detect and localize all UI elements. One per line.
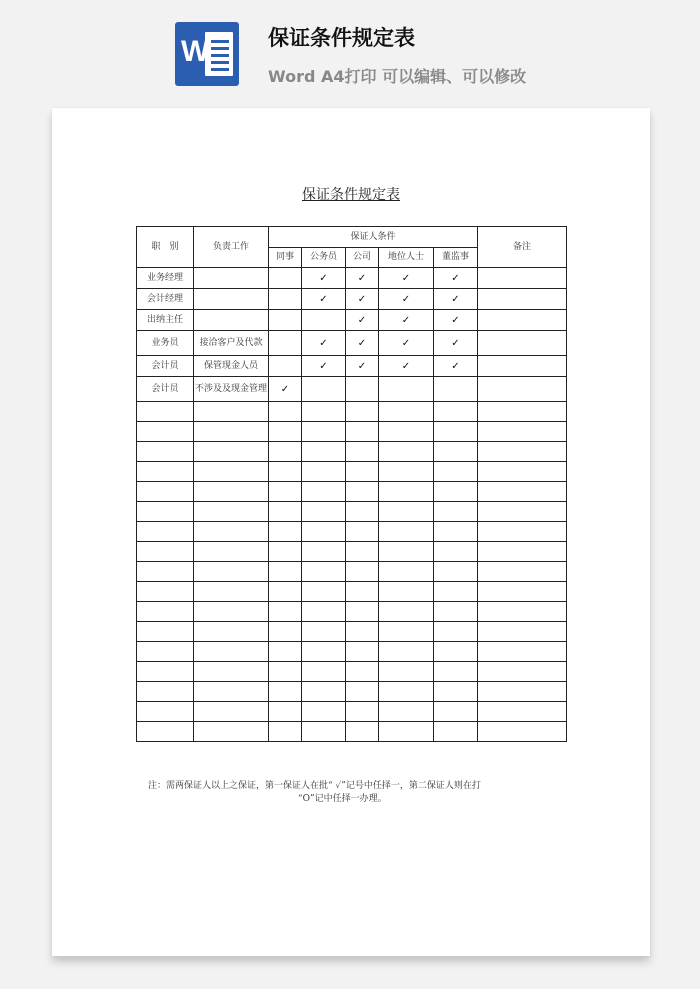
empty-cell[interactable] [194, 442, 269, 462]
job-cell[interactable]: 业务经理 [137, 268, 194, 289]
check-cell[interactable] [346, 377, 379, 402]
empty-cell[interactable] [346, 522, 379, 542]
empty-cell[interactable] [194, 502, 269, 522]
empty-cell[interactable] [434, 602, 478, 622]
empty-cell[interactable] [137, 562, 194, 582]
empty-cell[interactable] [379, 622, 434, 642]
empty-cell[interactable] [346, 602, 379, 622]
empty-cell[interactable] [302, 722, 346, 742]
page-subtitle: Word A4打印 可以编辑、可以修改 [268, 67, 527, 86]
empty-cell[interactable] [379, 402, 434, 422]
check-cell[interactable] [302, 310, 346, 331]
empty-cell[interactable] [379, 662, 434, 682]
empty-cell[interactable] [478, 502, 567, 522]
empty-cell[interactable] [137, 702, 194, 722]
empty-cell[interactable] [302, 522, 346, 542]
job-cell[interactable]: 会计员 [137, 356, 194, 377]
empty-cell[interactable] [194, 722, 269, 742]
table-row [137, 356, 567, 377]
duty-cell[interactable]: 不涉及及现金管理 [194, 377, 269, 402]
empty-cell[interactable] [269, 662, 302, 682]
check-cell[interactable]: ✓ [434, 268, 478, 289]
empty-cell[interactable] [478, 522, 567, 542]
empty-cell[interactable] [269, 462, 302, 482]
empty-cell[interactable] [434, 482, 478, 502]
empty-cell[interactable] [269, 482, 302, 502]
table-row [137, 268, 567, 289]
check-cell[interactable]: ✓ [434, 310, 478, 331]
empty-cell[interactable] [434, 722, 478, 742]
empty-cell[interactable] [379, 642, 434, 662]
remarks-cell[interactable] [478, 331, 567, 356]
empty-cell[interactable] [137, 422, 194, 442]
empty-table-row [137, 662, 567, 682]
check-cell[interactable]: ✓ [434, 331, 478, 356]
check-cell[interactable] [434, 377, 478, 402]
empty-cell[interactable] [269, 682, 302, 702]
empty-cell[interactable] [379, 482, 434, 502]
check-cell[interactable]: ✓ [346, 356, 379, 377]
empty-cell[interactable] [434, 502, 478, 522]
empty-cell[interactable] [194, 662, 269, 682]
empty-cell[interactable] [194, 602, 269, 622]
empty-cell[interactable] [137, 462, 194, 482]
subheader-2: 公司 [346, 248, 379, 268]
empty-cell[interactable] [269, 422, 302, 442]
empty-cell[interactable] [379, 462, 434, 482]
empty-cell[interactable] [269, 402, 302, 422]
empty-cell[interactable] [194, 622, 269, 642]
empty-cell[interactable] [302, 542, 346, 562]
check-cell[interactable] [269, 289, 302, 310]
empty-cell[interactable] [434, 562, 478, 582]
empty-cell[interactable] [137, 582, 194, 602]
duty-cell[interactable]: 保管现金人员 [194, 356, 269, 377]
check-cell[interactable]: ✓ [434, 356, 478, 377]
empty-cell[interactable] [434, 522, 478, 542]
empty-cell[interactable] [478, 662, 567, 682]
empty-cell[interactable] [137, 442, 194, 462]
empty-cell[interactable] [346, 682, 379, 702]
remarks-cell[interactable] [478, 268, 567, 289]
empty-cell[interactable] [379, 542, 434, 562]
table-row [137, 289, 567, 310]
duty-cell[interactable] [194, 289, 269, 310]
empty-cell[interactable] [302, 602, 346, 622]
header-duty: 负责工作 [194, 227, 269, 268]
empty-cell[interactable] [346, 462, 379, 482]
check-cell[interactable]: ✓ [434, 289, 478, 310]
empty-cell[interactable] [302, 442, 346, 462]
empty-cell[interactable] [434, 542, 478, 562]
empty-cell[interactable] [302, 702, 346, 722]
table-row [137, 310, 567, 331]
check-cell[interactable]: ✓ [302, 268, 346, 289]
header-remarks: 备注 [478, 227, 567, 268]
empty-cell[interactable] [346, 502, 379, 522]
empty-cell[interactable] [302, 462, 346, 482]
footnote-line-1: 注：需两保证人以上之保证，第一保证人在批“ ✓”记号中任择一，第二保证人则在打 [148, 781, 481, 791]
empty-cell[interactable] [194, 582, 269, 602]
subheader-3: 地位人士 [379, 248, 434, 268]
empty-cell[interactable] [302, 502, 346, 522]
empty-cell[interactable] [302, 662, 346, 682]
document-page [52, 108, 650, 956]
empty-table-row [137, 522, 567, 542]
empty-table-row [137, 582, 567, 602]
job-cell[interactable]: 出纳主任 [137, 310, 194, 331]
header [0, 0, 700, 100]
empty-cell[interactable] [302, 642, 346, 662]
empty-cell[interactable] [194, 422, 269, 442]
empty-cell[interactable] [269, 642, 302, 662]
empty-cell[interactable] [379, 702, 434, 722]
empty-table-row [137, 462, 567, 482]
subheader-4: 董监事 [434, 248, 478, 268]
table-row [137, 331, 567, 356]
empty-cell[interactable] [434, 622, 478, 642]
empty-cell[interactable] [478, 602, 567, 622]
empty-table-row [137, 422, 567, 442]
word-icon [175, 22, 239, 86]
empty-cell[interactable] [434, 462, 478, 482]
check-cell[interactable] [379, 377, 434, 402]
check-cell[interactable] [269, 268, 302, 289]
empty-cell[interactable] [346, 422, 379, 442]
empty-table-row [137, 702, 567, 722]
empty-cell[interactable] [194, 702, 269, 722]
empty-cell[interactable] [137, 682, 194, 702]
duty-cell[interactable]: 接洽客户及代款 [194, 331, 269, 356]
remarks-cell[interactable] [478, 310, 567, 331]
empty-table-row [137, 542, 567, 562]
document-title: 保证条件规定表 [302, 187, 400, 203]
empty-table-row [137, 402, 567, 422]
empty-cell[interactable] [346, 722, 379, 742]
empty-cell[interactable] [478, 402, 567, 422]
check-cell[interactable]: ✓ [379, 356, 434, 377]
empty-table-row [137, 622, 567, 642]
empty-cell[interactable] [269, 722, 302, 742]
empty-cell[interactable] [137, 722, 194, 742]
empty-table-row [137, 642, 567, 662]
job-cell[interactable]: 业务员 [137, 331, 194, 356]
page-shadow [60, 956, 642, 962]
empty-cell[interactable] [302, 422, 346, 442]
empty-cell[interactable] [194, 522, 269, 542]
empty-cell[interactable] [137, 402, 194, 422]
check-cell[interactable]: ✓ [346, 331, 379, 356]
remarks-cell[interactable] [478, 356, 567, 377]
check-cell[interactable] [269, 356, 302, 377]
empty-cell[interactable] [434, 442, 478, 462]
empty-cell[interactable] [379, 722, 434, 742]
empty-cell[interactable] [379, 522, 434, 542]
duty-cell[interactable] [194, 310, 269, 331]
empty-cell[interactable] [269, 622, 302, 642]
empty-cell[interactable] [269, 442, 302, 462]
empty-cell[interactable] [137, 502, 194, 522]
job-cell[interactable]: 会计员 [137, 377, 194, 402]
guarantee-table [136, 226, 567, 742]
job-cell[interactable]: 会计经理 [137, 289, 194, 310]
check-cell[interactable]: ✓ [379, 310, 434, 331]
empty-cell[interactable] [379, 582, 434, 602]
empty-cell[interactable] [434, 702, 478, 722]
check-cell[interactable]: ✓ [302, 356, 346, 377]
empty-cell[interactable] [379, 442, 434, 462]
empty-cell[interactable] [478, 542, 567, 562]
empty-cell[interactable] [379, 422, 434, 442]
empty-cell[interactable] [302, 482, 346, 502]
empty-cell[interactable] [434, 422, 478, 442]
empty-cell[interactable] [302, 582, 346, 602]
subheader-0: 同事 [269, 248, 302, 268]
empty-cell[interactable] [194, 562, 269, 582]
remarks-cell[interactable] [478, 289, 567, 310]
word-letter: W [181, 35, 210, 68]
empty-cell[interactable] [478, 442, 567, 462]
empty-cell[interactable] [302, 402, 346, 422]
check-cell[interactable]: ✓ [379, 268, 434, 289]
empty-cell[interactable] [346, 542, 379, 562]
empty-cell[interactable] [379, 562, 434, 582]
empty-table-row [137, 502, 567, 522]
empty-cell[interactable] [269, 702, 302, 722]
empty-cell[interactable] [269, 502, 302, 522]
header-job: 职 别 [137, 227, 194, 268]
empty-cell[interactable] [137, 602, 194, 622]
check-cell[interactable]: ✓ [379, 289, 434, 310]
check-cell[interactable] [269, 310, 302, 331]
empty-cell[interactable] [194, 542, 269, 562]
empty-cell[interactable] [137, 522, 194, 542]
empty-cell[interactable] [379, 602, 434, 622]
empty-cell[interactable] [194, 462, 269, 482]
empty-cell[interactable] [137, 622, 194, 642]
table-row [137, 377, 567, 402]
empty-cell[interactable] [194, 682, 269, 702]
check-cell[interactable]: ✓ [302, 289, 346, 310]
empty-cell[interactable] [269, 522, 302, 542]
empty-cell[interactable] [434, 642, 478, 662]
empty-cell[interactable] [346, 442, 379, 462]
check-cell[interactable]: ✓ [346, 289, 379, 310]
empty-cell[interactable] [478, 722, 567, 742]
empty-cell[interactable] [346, 482, 379, 502]
empty-cell[interactable] [346, 402, 379, 422]
empty-cell[interactable] [137, 482, 194, 502]
empty-cell[interactable] [478, 702, 567, 722]
empty-cell[interactable] [269, 602, 302, 622]
empty-cell[interactable] [302, 682, 346, 702]
empty-cell[interactable] [269, 562, 302, 582]
check-cell[interactable]: ✓ [379, 331, 434, 356]
empty-cell[interactable] [194, 402, 269, 422]
empty-cell[interactable] [346, 662, 379, 682]
duty-cell[interactable] [194, 268, 269, 289]
check-cell[interactable]: ✓ [302, 331, 346, 356]
empty-cell[interactable] [194, 642, 269, 662]
empty-cell[interactable] [379, 682, 434, 702]
empty-cell[interactable] [137, 662, 194, 682]
empty-cell[interactable] [346, 642, 379, 662]
empty-cell[interactable] [269, 582, 302, 602]
empty-cell[interactable] [478, 422, 567, 442]
empty-cell[interactable] [478, 462, 567, 482]
empty-cell[interactable] [478, 622, 567, 642]
empty-cell[interactable] [269, 542, 302, 562]
empty-cell[interactable] [478, 582, 567, 602]
check-cell[interactable]: ✓ [346, 310, 379, 331]
empty-cell[interactable] [434, 402, 478, 422]
empty-table-row [137, 722, 567, 742]
footnote-line-2: “O”记中任择一办理。 [298, 794, 387, 804]
empty-cell[interactable] [346, 582, 379, 602]
empty-table-row [137, 602, 567, 622]
empty-cell[interactable] [434, 582, 478, 602]
empty-cell[interactable] [346, 702, 379, 722]
empty-cell[interactable] [478, 642, 567, 662]
header-guarantor-conditions: 保证人条件 [269, 227, 478, 248]
empty-cell[interactable] [434, 662, 478, 682]
empty-cell[interactable] [478, 682, 567, 702]
empty-table-row [137, 442, 567, 462]
empty-cell[interactable] [194, 482, 269, 502]
remarks-cell[interactable] [478, 377, 567, 402]
empty-cell[interactable] [302, 562, 346, 582]
empty-table-row [137, 482, 567, 502]
empty-cell[interactable] [346, 562, 379, 582]
check-cell[interactable] [302, 377, 346, 402]
empty-cell[interactable] [137, 542, 194, 562]
empty-cell[interactable] [379, 502, 434, 522]
empty-cell[interactable] [478, 562, 567, 582]
empty-cell[interactable] [137, 642, 194, 662]
empty-table-row [137, 562, 567, 582]
page-title: 保证条件规定表 [268, 26, 415, 50]
footnote [148, 780, 578, 806]
empty-cell[interactable] [478, 482, 567, 502]
empty-cell[interactable] [302, 622, 346, 642]
empty-table-row [137, 682, 567, 702]
subheader-1: 公务员 [302, 248, 346, 268]
empty-cell[interactable] [434, 682, 478, 702]
check-cell[interactable] [269, 331, 302, 356]
empty-cell[interactable] [346, 622, 379, 642]
check-cell[interactable]: ✓ [346, 268, 379, 289]
check-cell[interactable]: ✓ [269, 377, 302, 402]
